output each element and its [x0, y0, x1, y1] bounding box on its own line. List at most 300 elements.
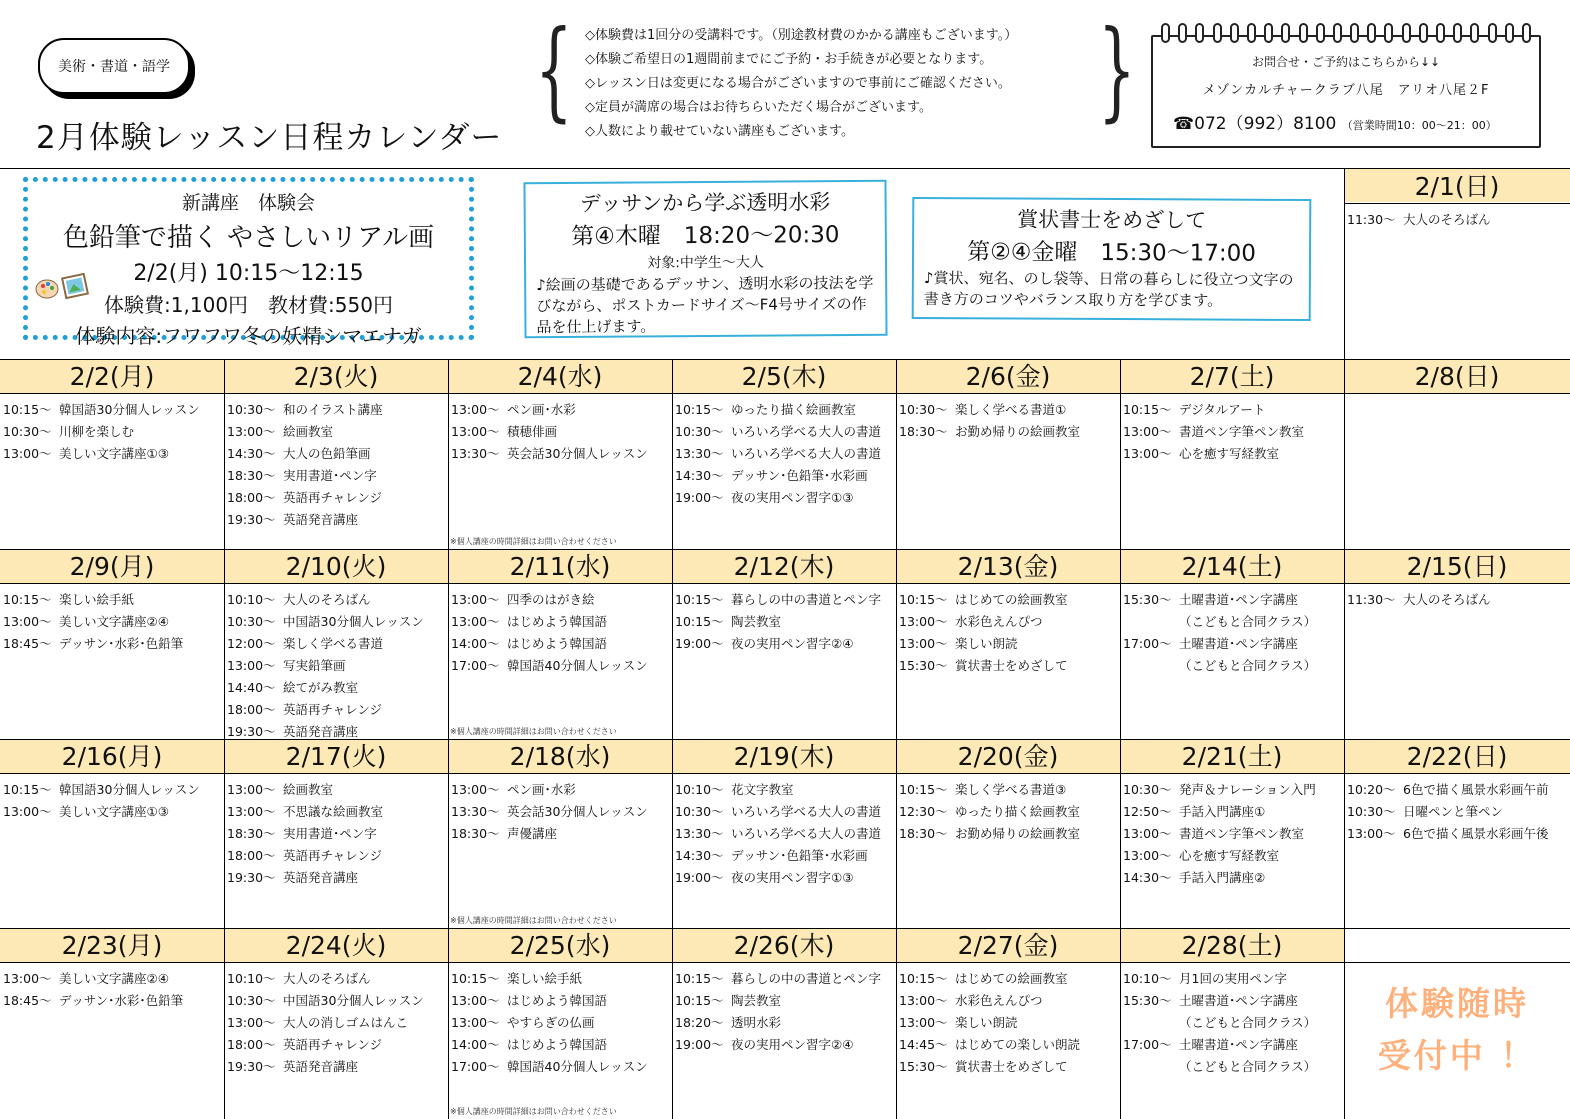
event-title: 韓国語30分個人レッスン [59, 782, 200, 797]
day-header: 2/14(土) [1120, 549, 1344, 583]
event-time: 10:30～ [675, 424, 724, 439]
day-header: 2/10(火) [224, 549, 448, 583]
event-title: 写実鉛筆画 [283, 658, 346, 673]
event-time: 13:30～ [451, 446, 500, 461]
event-title: 英語再チャレンジ [283, 1037, 383, 1052]
event-item [227, 677, 446, 699]
event-title: 美しい文字講座①③ [59, 804, 169, 819]
event-title: 中国語30分個人レッスン [283, 993, 424, 1008]
event-item [227, 487, 446, 509]
event-title: はじめよう韓国語 [507, 614, 608, 629]
event-title: 楽しく学べる書道③ [955, 782, 1067, 797]
event-title: 陶芸教室 [731, 614, 782, 629]
grid-line [0, 739, 1570, 740]
grid-line [1344, 203, 1570, 204]
event-time: 13:00～ [451, 782, 500, 797]
event-time: 10:15～ [3, 782, 52, 797]
event-title: 川柳を楽しむ [59, 424, 135, 439]
event-list [899, 779, 1118, 845]
event-time: 19:30～ [227, 1059, 276, 1074]
event-item [899, 399, 1118, 421]
event-title: 美しい文字講座②④ [59, 614, 169, 629]
ring [1522, 23, 1531, 43]
event-time: 13:30～ [675, 826, 724, 841]
event-time: 14:30～ [1123, 870, 1172, 885]
event-list [451, 399, 670, 465]
event-title: 大人のそろばん [283, 971, 371, 986]
event-time: 10:15～ [675, 592, 724, 607]
event-list [1347, 589, 1568, 611]
event-title: デッサン･色鉛筆･水彩画 [731, 848, 868, 863]
private-lesson-footnote: ※個人講座の時間詳細はお問い合わせください [450, 727, 617, 736]
event-title: お勤め帰りの絵画教室 [955, 826, 1081, 841]
event-time: 13:00～ [1123, 424, 1172, 439]
day-cell [448, 739, 672, 928]
event-item [451, 399, 670, 421]
event-time: 15:30～ [899, 1059, 948, 1074]
event-item [3, 990, 222, 1012]
event-item [899, 779, 1118, 801]
event-list [1123, 589, 1342, 677]
grid-line [1120, 359, 1121, 1119]
note-item: ◇体験ご希望日の1週間前までにご予約・お手続きが必要となります。 [585, 52, 993, 67]
event-time: 13:00～ [899, 1015, 948, 1030]
event-item [3, 801, 222, 823]
event-time: 13:00～ [3, 614, 52, 629]
ring [1470, 23, 1479, 43]
event-item [3, 633, 222, 655]
promo-new-course-content: 体験内容:フワフワ冬の妖精シマエナガ [75, 324, 422, 348]
grid-line [448, 359, 449, 1119]
event-title: 土曜書道･ペン字講座 [1179, 636, 1298, 651]
event-title: はじめよう韓国語 [507, 1037, 608, 1052]
event-item [451, 990, 670, 1012]
event-time: 15:30～ [899, 658, 948, 673]
event-title: はじめての絵画教室 [955, 592, 1068, 607]
event-time: 13:00～ [1123, 446, 1172, 461]
event-title: 英語発音講座 [283, 1059, 359, 1074]
note-item: ◇定員が満席の場合はお待ちらいただく場合がございます。 [585, 100, 932, 115]
event-title: お勤め帰りの絵画教室 [955, 424, 1081, 439]
day-cell [896, 549, 1120, 739]
event-item [899, 1034, 1118, 1056]
event-time: 18:00～ [227, 1037, 276, 1052]
event-item [899, 968, 1118, 990]
grid-line [896, 359, 897, 1119]
ring [1299, 23, 1308, 43]
promo-calligraphy-desc: ♪賞状、宛名、のし袋等、日常の暮らしに役立つ文字の書き方のコツやバランス取り方を学びます。 [923, 269, 1294, 310]
event-time: 19:30～ [227, 512, 276, 527]
event-time: 10:20～ [1347, 782, 1396, 797]
event-title: 英語再チャレンジ [283, 848, 383, 863]
event-time: 13:00～ [227, 782, 276, 797]
event-title: いろいろ学べる大人の書道 [731, 424, 882, 439]
event-time: 13:00～ [899, 636, 948, 651]
event-time: 18:00～ [227, 848, 276, 863]
event-time: 18:00～ [227, 490, 276, 505]
event-title: 英会話30分個人レッスン [507, 804, 648, 819]
event-list [1123, 968, 1342, 1078]
event-title: 夜の実用ペン習字②④ [731, 1037, 854, 1052]
event-title: 手話入門講座② [1179, 870, 1266, 885]
right-brace: } [1098, 8, 1136, 133]
day-cell [0, 928, 224, 1119]
event-item [675, 589, 894, 611]
event-title: （こどもと合同クラス） [1179, 1015, 1317, 1030]
event-time: 10:10～ [227, 592, 276, 607]
event-time: 11:30～ [1347, 212, 1396, 227]
event-list [675, 399, 894, 509]
event-title: 夜の実用ペン習字①③ [731, 490, 854, 505]
day-header: 2/28(土) [1120, 928, 1344, 962]
event-item [451, 823, 670, 845]
day-header: 2/5(木) [672, 359, 896, 393]
event-time: 10:15～ [1123, 402, 1172, 417]
event-item [899, 611, 1118, 633]
event-item [227, 1012, 446, 1034]
event-title: 絵てがみ教室 [283, 680, 359, 695]
day-cell [672, 549, 896, 739]
grid-line [0, 359, 1570, 360]
private-lesson-footnote: ※個人講座の時間詳細はお問い合わせください [450, 537, 617, 546]
ring [1316, 23, 1325, 43]
event-title: はじめての絵画教室 [955, 971, 1068, 986]
event-title: 暮らしの中の書道とペン字 [731, 592, 882, 607]
day-header: 2/18(水) [448, 739, 672, 773]
event-time: 14:00～ [451, 636, 500, 651]
grid-line [672, 359, 673, 1119]
event-item [675, 611, 894, 633]
event-title: 韓国語40分個人レッスン [507, 1059, 648, 1074]
event-title: 書道ペン字筆ペン教室 [1179, 424, 1305, 439]
event-item [227, 421, 446, 443]
event-time: 10:10～ [675, 782, 724, 797]
event-time: 13:00～ [451, 424, 500, 439]
event-item [675, 990, 894, 1012]
ring [1213, 23, 1222, 43]
event-item [1123, 443, 1342, 465]
event-title: デッサン･水彩･色鉛筆 [59, 636, 184, 651]
event-title: 実用書道･ペン字 [283, 468, 377, 483]
day-cell [0, 359, 224, 549]
promo-watercolor-desc: ♪絵画の基礎であるデッサン、透明水彩の技法を学びながら、ポストカードサイズ～F4号サイズの作品を仕上げます。 [536, 273, 874, 337]
category-badge: 美術・書道・語学 [38, 38, 190, 94]
event-time: 13:00～ [227, 424, 276, 439]
ring [1333, 23, 1342, 43]
event-item [675, 845, 894, 867]
promo-new-course-title: 色鉛筆で描く やさしいリアル画 [62, 223, 435, 253]
event-time: 11:30～ [1347, 592, 1396, 607]
event-title: 夜の実用ペン習字②④ [731, 636, 854, 651]
business-hours: （営業時間10：00～21：00） [1341, 119, 1497, 132]
day-cell [224, 359, 448, 549]
event-item [899, 589, 1118, 611]
day-cell [1344, 169, 1570, 359]
event-item [1123, 399, 1342, 421]
notebook-rings [1161, 23, 1531, 43]
accept-line: 受付中 ！ [1377, 1036, 1537, 1075]
event-title: 声優講座 [507, 826, 558, 841]
event-item [1347, 801, 1568, 823]
event-item [227, 443, 446, 465]
event-title: いろいろ学べる大人の書道 [731, 804, 882, 819]
event-list [227, 968, 446, 1078]
event-list [1347, 209, 1568, 231]
event-list [675, 779, 894, 889]
event-list [675, 589, 894, 655]
event-list [1123, 399, 1342, 465]
event-time: 13:00～ [451, 402, 500, 417]
event-list [3, 968, 222, 1012]
contact-box [1151, 35, 1541, 148]
day-cell [0, 739, 224, 928]
event-time: 19:00～ [675, 636, 724, 651]
event-title: 英語発音講座 [283, 724, 359, 739]
event-item [1123, 1034, 1342, 1056]
day-header: 2/25(水) [448, 928, 672, 962]
event-time: 10:30～ [3, 424, 52, 439]
promo-calligraphy-schedule: 第②④金曜 15:30～17:00 [967, 239, 1257, 267]
event-time: 10:15～ [451, 971, 500, 986]
event-time: 13:00～ [1123, 826, 1172, 841]
event-time: 18:45～ [3, 993, 52, 1008]
promo-calligraphy [912, 197, 1312, 321]
event-item [1347, 779, 1568, 801]
grid-line [1344, 169, 1345, 1119]
event-item [227, 1034, 446, 1056]
ring [1453, 23, 1462, 43]
event-title: 日曜ペンと筆ペン [1403, 804, 1504, 819]
event-item [3, 421, 222, 443]
event-title: 書道ペン字筆ペン教室 [1179, 826, 1305, 841]
day-header: 2/3(火) [224, 359, 448, 393]
event-item [227, 589, 446, 611]
event-item [675, 801, 894, 823]
grid-line [224, 359, 225, 1119]
event-item [451, 1034, 670, 1056]
event-item [675, 443, 894, 465]
day-header: 2/8(日) [1344, 359, 1570, 393]
event-item [1347, 209, 1568, 231]
event-item [3, 611, 222, 633]
event-item [227, 633, 446, 655]
event-item [227, 655, 446, 677]
event-time: 13:00～ [227, 1015, 276, 1030]
event-time: 18:30～ [451, 826, 500, 841]
contact-phone[interactable] [1173, 109, 1497, 134]
event-title: デッサン･水彩･色鉛筆 [59, 993, 184, 1008]
day-header: 2/27(金) [896, 928, 1120, 962]
event-title: デッサン･色鉛筆･水彩画 [731, 468, 868, 483]
event-time: 19:00～ [675, 1037, 724, 1052]
event-time: 13:00～ [899, 993, 948, 1008]
ring [1402, 23, 1411, 43]
event-time: 10:15～ [675, 993, 724, 1008]
event-list [3, 399, 222, 465]
event-item [227, 399, 446, 421]
event-time: 17:00～ [1123, 1037, 1172, 1052]
day-cell [1344, 549, 1570, 739]
day-cell [0, 549, 224, 739]
event-item [451, 1056, 670, 1078]
event-title: 大人の消しゴムはんこ [283, 1015, 409, 1030]
accepting-anytime-text [1346, 978, 1568, 1082]
event-title: 英語発音講座 [283, 512, 359, 527]
event-title: 韓国語40分個人レッスン [507, 658, 648, 673]
event-item [451, 968, 670, 990]
ring [1195, 23, 1204, 43]
event-time: 15:30～ [1123, 993, 1172, 1008]
event-list [1347, 779, 1568, 845]
event-title: 賞状書士をめざして [955, 658, 1068, 673]
event-title: 月1回の実用ペン字 [1179, 971, 1287, 986]
event-title: 手話入門講座① [1179, 804, 1266, 819]
event-item [1123, 990, 1342, 1012]
event-title: ペン画･水彩 [507, 782, 576, 797]
event-item [227, 1056, 446, 1078]
event-time: 18:30～ [899, 424, 948, 439]
event-time: 13:00～ [3, 971, 52, 986]
event-item [675, 823, 894, 845]
event-list [3, 589, 222, 655]
day-cell [1120, 739, 1344, 928]
event-title: 絵画教室 [283, 782, 334, 797]
grid-line [0, 393, 1570, 394]
event-time: 17:00～ [451, 1059, 500, 1074]
event-time: 10:15～ [3, 592, 52, 607]
event-item [899, 990, 1118, 1012]
grid-line [0, 928, 1570, 929]
event-time: 19:30～ [227, 870, 276, 885]
event-title: ゆったり描く絵画教室 [955, 804, 1080, 819]
event-item [227, 699, 446, 721]
event-item [451, 421, 670, 443]
event-time: 18:30～ [227, 826, 276, 841]
event-title: はじめよう韓国語 [507, 636, 608, 651]
event-item [675, 421, 894, 443]
event-item [899, 421, 1118, 443]
event-item [1347, 589, 1568, 611]
note-item: ◇人数により載せていない講座もございます。 [585, 124, 854, 139]
event-item [227, 867, 446, 889]
grid-line [0, 773, 1570, 774]
palette-icon [34, 270, 90, 304]
event-title: やすらぎの仏画 [507, 1015, 595, 1030]
event-title: 暮らしの中の書道とペン字 [731, 971, 882, 986]
event-time: 10:30～ [227, 993, 276, 1008]
event-title: デジタルアート [1179, 402, 1266, 417]
ring [1488, 23, 1497, 43]
event-time: 13:00～ [1123, 848, 1172, 863]
event-title: 花文字教室 [731, 782, 794, 797]
event-title: 水彩色えんぴつ [955, 993, 1043, 1008]
promo-watercolor-target: 対象:中学生～大人 [647, 254, 764, 272]
day-cell [1120, 549, 1344, 739]
day-cell [1344, 359, 1570, 549]
event-title: いろいろ学べる大人の書道 [731, 826, 882, 841]
event-list [675, 968, 894, 1056]
event-item [451, 655, 670, 677]
contact-intro: お問合せ・ご予約はこちらから↓↓ [1251, 55, 1441, 69]
event-item [227, 845, 446, 867]
event-time: 17:00～ [1123, 636, 1172, 651]
note-item: ◇体験費は1回分の受講料です。（別途教材費のかかる講座もございます。） [585, 28, 1018, 43]
event-item [3, 589, 222, 611]
day-cell [1120, 928, 1344, 1119]
contact-address: メゾンカルチャークラブ八尾 アリオ八尾２F [1202, 83, 1490, 98]
event-time: 10:30～ [675, 804, 724, 819]
event-time: 10:30～ [899, 402, 948, 417]
left-brace: { [535, 8, 573, 133]
notes-list [585, 24, 1017, 144]
header-divider [0, 168, 1570, 169]
private-lesson-footnote: ※個人講座の時間詳細はお問い合わせください [450, 1107, 617, 1116]
ring [1367, 23, 1376, 43]
day-cell [672, 739, 896, 928]
event-list [899, 589, 1118, 677]
day-header: 2/2(月) [0, 359, 224, 393]
ring [1264, 23, 1273, 43]
event-time: 10:30～ [227, 614, 276, 629]
event-item [899, 823, 1118, 845]
event-time: 13:00～ [899, 614, 948, 629]
grid-line [0, 962, 1570, 963]
event-title: 美しい文字講座①③ [59, 446, 169, 461]
event-time: 13:30～ [675, 446, 724, 461]
private-lesson-footnote: ※個人講座の時間詳細はお問い合わせください [450, 916, 617, 925]
event-list [451, 779, 670, 845]
event-time: 18:30～ [899, 826, 948, 841]
event-title: 陶芸教室 [731, 993, 782, 1008]
promo-new-course-label: 新講座 体験会 [181, 192, 315, 214]
day-cell [224, 739, 448, 928]
event-item [3, 779, 222, 801]
event-item [451, 801, 670, 823]
promo-watercolor [523, 180, 887, 339]
event-item [227, 611, 446, 633]
event-list [227, 779, 446, 889]
phone-number[interactable]: ☎072（992）8100 [1173, 114, 1337, 134]
event-title: 賞状書士をめざして [955, 1059, 1068, 1074]
day-header: 2/6(金) [896, 359, 1120, 393]
day-header: 2/22(日) [1344, 739, 1570, 773]
event-time: 10:10～ [227, 971, 276, 986]
event-title: 楽しく学べる書道① [955, 402, 1067, 417]
event-title: ペン画･水彩 [507, 402, 576, 417]
event-time: 19:30～ [227, 724, 276, 739]
ring [1230, 23, 1239, 43]
event-item [1123, 779, 1342, 801]
event-item [675, 779, 894, 801]
event-time: 13:00～ [451, 592, 500, 607]
event-item [675, 867, 894, 889]
event-time: 10:15～ [899, 782, 948, 797]
event-time: 14:30～ [675, 848, 724, 863]
event-title: 大人のそろばん [1403, 212, 1491, 227]
day-cell [896, 359, 1120, 549]
event-time: 13:00～ [3, 446, 52, 461]
event-title: 美しい文字講座②④ [59, 971, 169, 986]
event-time: 13:30～ [451, 804, 500, 819]
event-item [451, 779, 670, 801]
event-time: 10:15～ [899, 971, 948, 986]
event-title: 中国語30分個人レッスン [283, 614, 424, 629]
ring [1384, 23, 1393, 43]
day-cell [448, 359, 672, 549]
page-title: 2月体験レッスン日程カレンダー [36, 120, 503, 156]
event-time: 10:15～ [675, 614, 724, 629]
event-item [227, 968, 446, 990]
